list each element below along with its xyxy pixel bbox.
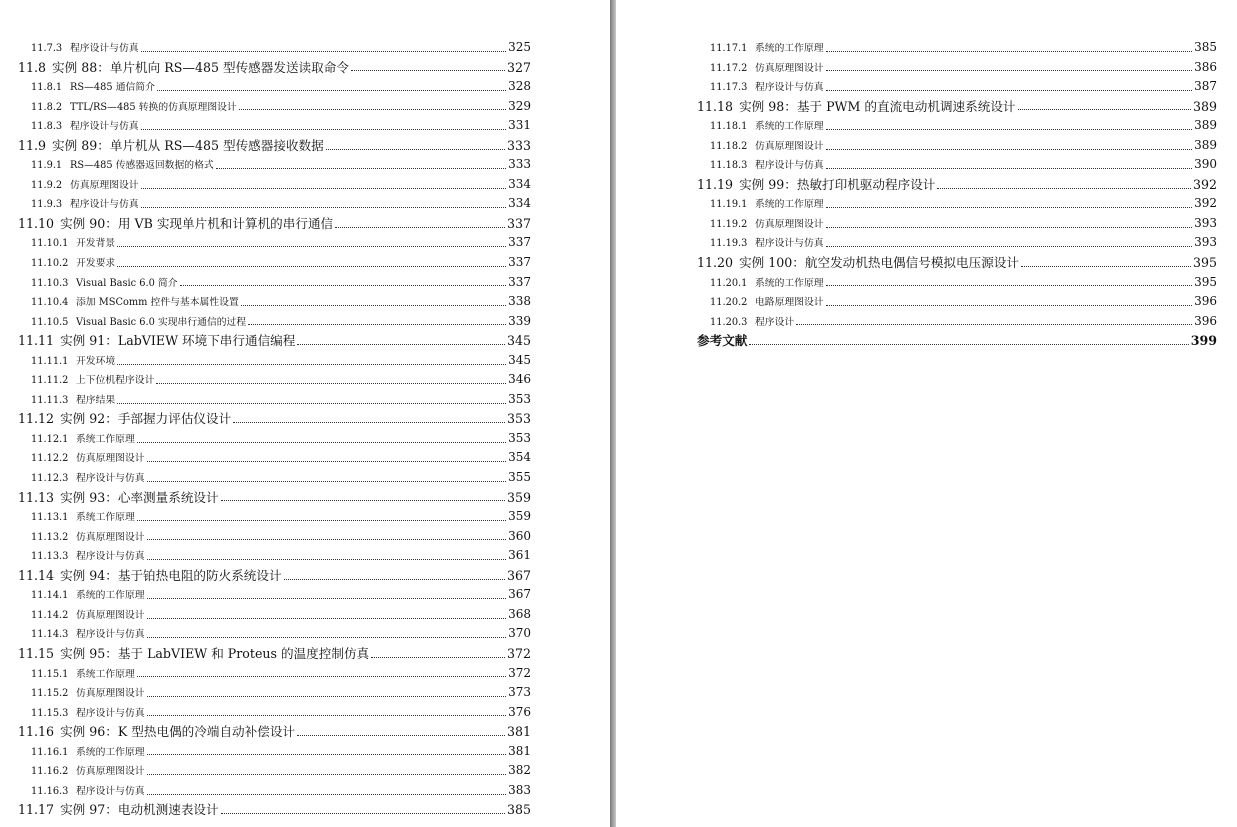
entry-number: 11.8.1: [31, 82, 63, 94]
page-number: 338: [508, 294, 531, 309]
dot-leader: [749, 335, 1188, 345]
dot-leader: [826, 81, 1193, 91]
entry-number: 11.10.3: [31, 277, 69, 289]
toc-subsection-entry: [18, 233, 531, 253]
page-number: 334: [508, 196, 531, 211]
entry-number: 11.9: [18, 137, 47, 153]
entry-title: 仿真原理图设计: [76, 609, 145, 621]
dot-leader: [826, 42, 1193, 52]
entry-number: 11.19.3: [710, 238, 748, 250]
page-number: 339: [508, 313, 531, 328]
entry-number: 11.8.3: [31, 121, 63, 133]
entry-title: 开发要求: [76, 258, 116, 270]
toc-subsection-entry: [18, 703, 531, 723]
page-number: 381: [508, 743, 531, 758]
entry-number: 11.15: [18, 645, 55, 661]
page-number: 372: [508, 665, 531, 680]
toc-subsection-entry: [697, 58, 1217, 78]
toc-subsection-entry: [18, 781, 531, 801]
toc-section-entry: [18, 214, 531, 234]
entry-title: 实例 96：K 型热电偶的冷端自动补偿设计: [60, 724, 296, 740]
entry-title: 系统的工作原理: [755, 199, 824, 211]
toc-section-entry: [18, 331, 531, 351]
entry-number: 11.14.3: [31, 629, 69, 641]
dot-leader: [284, 570, 505, 580]
entry-title: 电路原理图设计: [755, 297, 824, 309]
entry-number: 11.16.1: [31, 746, 69, 758]
page-number: 359: [508, 509, 531, 524]
page-number: 389: [1194, 137, 1217, 152]
dot-leader: [147, 765, 507, 775]
entry-title: 程序设计与仿真: [76, 473, 145, 485]
entry-title: 开发环境: [76, 355, 116, 367]
entry-title: Visual Basic 6.0 实现串行通信的过程: [76, 316, 247, 328]
entry-title: 程序设计与仿真: [76, 629, 145, 641]
page-number: 354: [508, 450, 531, 465]
entry-title: Visual Basic 6.0 简介: [76, 277, 178, 289]
toc-subsection-entry: [18, 312, 531, 332]
toc-subsection-entry: [18, 351, 531, 371]
entry-number: 11.18.3: [710, 160, 748, 172]
page-number: 399: [1190, 333, 1217, 349]
page-number: 389: [1192, 98, 1217, 114]
entry-number: 11.17.2: [710, 62, 748, 74]
entry-number: 11.10: [18, 215, 55, 231]
page-number: 383: [508, 782, 531, 797]
dot-leader: [137, 667, 506, 677]
toc-section-entry: [18, 409, 531, 429]
entry-number: 11.8.2: [31, 101, 63, 113]
page-number: 333: [508, 157, 531, 172]
entry-number: 11.15.1: [31, 668, 69, 680]
toc-section-entry: [697, 175, 1217, 195]
entry-title: 程序设计与仿真: [70, 43, 139, 54]
dot-leader: [371, 648, 505, 658]
toc-subsection-entry: [18, 292, 531, 312]
entry-title: 仿真原理图设计: [76, 766, 145, 778]
toc-subsection-entry: [18, 527, 531, 547]
entry-title: 实例 94：基于铂热电阻的防火系统设计: [60, 567, 282, 583]
page-number: 328: [508, 79, 531, 94]
entry-number: 11.14.2: [31, 609, 69, 621]
page-number: 393: [1194, 215, 1217, 230]
entry-title: 实例 97：电动机测速表设计: [60, 802, 219, 818]
page-number: 386: [1194, 59, 1217, 74]
page-number: 337: [508, 274, 531, 289]
page-number: 392: [1192, 176, 1217, 192]
page-number: 385: [1194, 40, 1217, 54]
entry-title: 实例 100：航空发动机热电偶信号模拟电压源设计: [739, 255, 1019, 271]
entry-number: 11.13: [18, 489, 55, 505]
dot-leader: [180, 276, 507, 286]
page-number: 367: [506, 567, 531, 583]
entry-title: 实例 93：心率测量系统设计: [60, 489, 219, 505]
entry-number: 11.17.3: [710, 82, 748, 94]
page-number: 381: [506, 724, 531, 740]
toc-section-entry: [697, 97, 1217, 117]
page-number: 331: [508, 118, 531, 133]
entry-number: 11.13.2: [31, 531, 69, 543]
entry-title: 实例 95：基于 LabVIEW 和 Proteus 的温度控制仿真: [60, 645, 370, 661]
toc-subsection-entry: [18, 175, 531, 195]
toc-subsection-entry: [18, 683, 531, 703]
dot-leader: [326, 140, 505, 150]
page-number: 346: [508, 372, 531, 387]
toc-subsection-entry: [697, 292, 1217, 312]
page-number: 337: [508, 255, 531, 270]
entry-title: 程序设计与仿真: [70, 199, 139, 211]
toc-section-entry: [18, 566, 531, 586]
entry-number: 11.11.3: [31, 394, 69, 406]
entry-number: 11.11.2: [31, 375, 69, 387]
page-number: 345: [506, 333, 531, 349]
dot-leader: [117, 237, 506, 247]
entry-number: 11.20.2: [710, 297, 748, 309]
page-number: 355: [508, 470, 531, 485]
dot-leader: [216, 159, 506, 169]
page-number: 395: [1192, 255, 1217, 271]
entry-number: 11.11.1: [31, 355, 69, 367]
entry-title: 程序设计: [755, 316, 795, 328]
toc-section-entry: [18, 800, 531, 820]
dot-leader: [239, 100, 506, 110]
entry-number: 11.15.3: [31, 707, 69, 719]
page-number: 361: [508, 548, 531, 563]
entry-title: 系统的工作原理: [755, 121, 824, 133]
toc-subsection-entry: [18, 97, 531, 117]
page-number: 360: [508, 528, 531, 543]
entry-number: 11.8: [18, 59, 47, 75]
entry-title: 系统工作原理: [76, 433, 135, 445]
dot-leader: [335, 218, 505, 228]
page-number: 390: [1194, 157, 1217, 172]
page-number: 392: [1194, 196, 1217, 211]
entry-number: 11.10.4: [31, 297, 69, 309]
dot-leader: [147, 589, 507, 599]
page-number: 372: [506, 645, 531, 661]
toc-subsection-entry: [18, 194, 531, 214]
entry-number: 11.11: [18, 333, 55, 349]
toc-subsection-entry: [18, 77, 531, 97]
toc-subsection-entry: [18, 38, 531, 58]
dot-leader: [1021, 257, 1191, 267]
entry-title: 仿真原理图设计: [76, 688, 145, 700]
dot-leader: [826, 120, 1193, 130]
toc-list-left: [18, 38, 531, 820]
entry-number: 11.19.2: [710, 218, 748, 230]
entry-number: 11.9.2: [31, 179, 63, 191]
entry-number: 11.10.2: [31, 258, 69, 270]
dot-leader: [147, 628, 507, 638]
page-number: 329: [508, 98, 531, 113]
toc-subsection-entry: [697, 194, 1217, 214]
toc-subsection-entry: [18, 155, 531, 175]
entry-title: 仿真原理图设计: [76, 531, 145, 543]
entry-title: 程序设计与仿真: [70, 121, 139, 133]
toc-subsection-entry: [18, 742, 531, 762]
entry-title: 系统工作原理: [76, 512, 135, 524]
toc-subsection-entry: [18, 468, 531, 488]
dot-leader: [826, 198, 1193, 208]
page-number: 395: [1194, 274, 1217, 289]
dot-leader: [141, 120, 507, 130]
page-number: 396: [1194, 313, 1217, 328]
entry-title: 仿真原理图设计: [755, 140, 824, 152]
toc-subsection-entry: [18, 253, 531, 273]
entry-number: 11.16: [18, 724, 55, 740]
dot-leader: [826, 61, 1193, 71]
entry-number: 11.14: [18, 567, 55, 583]
entry-title: 仿真原理图设计: [755, 218, 824, 230]
entry-title: RS—485 通信简介: [70, 82, 155, 94]
page-number: 368: [508, 606, 531, 621]
toc-subsection-entry: [697, 233, 1217, 253]
entry-title: TTL/RS—485 转换的仿真原理图设计: [70, 101, 237, 113]
dot-leader: [221, 491, 505, 501]
dot-leader: [117, 257, 506, 267]
toc-section-entry: [18, 136, 531, 156]
entry-number: 11.16.3: [31, 785, 69, 797]
toc-section-entry: [18, 722, 531, 742]
dot-leader: [147, 452, 507, 462]
page-number: 385: [506, 802, 531, 818]
entry-title: 实例 98：基于 PWM 的直流电动机调速系统设计: [739, 98, 1016, 114]
entry-number: 11.20.3: [710, 316, 748, 328]
entry-title: 实例 91：LabVIEW 环境下串行通信编程: [60, 333, 296, 349]
toc-subsection-entry: [18, 664, 531, 684]
dot-leader: [117, 355, 506, 365]
dot-leader: [826, 296, 1193, 306]
entry-title: 实例 89：单片机从 RS—485 型传感器接收数据: [52, 137, 324, 153]
toc-subsection-entry: [697, 312, 1217, 332]
dot-leader: [147, 530, 507, 540]
entry-title: 系统的工作原理: [755, 43, 824, 54]
dot-leader: [826, 276, 1193, 286]
dot-leader: [796, 315, 1192, 325]
entry-title: 系统工作原理: [76, 668, 135, 680]
entry-number: 11.12: [18, 411, 55, 427]
dot-leader: [141, 179, 507, 189]
page-number: 353: [508, 391, 531, 406]
entry-title: 系统的工作原理: [755, 277, 824, 289]
dot-leader: [147, 550, 507, 560]
entry-number: 11.16.2: [31, 766, 69, 778]
page-number: 359: [506, 489, 531, 505]
entry-title: 程序设计与仿真: [76, 785, 145, 797]
page-number: 387: [1194, 79, 1217, 94]
page-number: 334: [508, 176, 531, 191]
entry-title: 实例 99：热敏打印机驱动程序设计: [739, 176, 936, 192]
entry-title: 程序设计与仿真: [76, 707, 145, 719]
entry-number: 11.20.1: [710, 277, 748, 289]
page-number: 337: [508, 235, 531, 250]
entry-number: 11.14.1: [31, 590, 69, 602]
toc-subsection-entry: [18, 429, 531, 449]
toc-section-entry: [18, 488, 531, 508]
entry-number: 11.15.2: [31, 688, 69, 700]
dot-leader: [826, 159, 1193, 169]
entry-title: 开发背景: [76, 238, 116, 250]
dot-leader: [937, 179, 1191, 189]
dot-leader: [147, 687, 507, 697]
page-number: 327: [506, 59, 531, 75]
dot-leader: [351, 61, 505, 71]
toc-subsection-entry: [697, 116, 1217, 136]
dot-leader: [137, 433, 506, 443]
toc-section-entry: [697, 253, 1217, 273]
toc-subsection-entry: [18, 585, 531, 605]
toc-subsection-entry: [697, 214, 1217, 234]
dot-leader: [147, 706, 507, 716]
toc-subsection-entry: [18, 116, 531, 136]
entry-number: 11.13.1: [31, 512, 69, 524]
entry-title: 程序设计与仿真: [755, 82, 824, 94]
page-number: 373: [508, 685, 531, 700]
dot-leader: [147, 472, 507, 482]
entry-title: 系统的工作原理: [76, 746, 145, 758]
entry-title: 实例 88：单片机向 RS—485 型传感器发送读取命令: [52, 59, 349, 75]
entry-title: 系统的工作原理: [76, 590, 145, 602]
toc-subsection-entry: [697, 273, 1217, 293]
dot-leader: [241, 296, 506, 306]
page-number: 367: [508, 587, 531, 602]
toc-subsection-entry: [18, 273, 531, 293]
dot-leader: [221, 804, 505, 814]
entry-number: 11.10.1: [31, 238, 69, 250]
toc-subsection-entry: [697, 38, 1217, 58]
page-number: 337: [506, 215, 531, 231]
entry-title: 程序设计与仿真: [755, 238, 824, 250]
toc-subsection-entry: [697, 136, 1217, 156]
toc-subsection-entry: [18, 761, 531, 781]
toc-list-right: [697, 38, 1217, 351]
entry-number: 11.9.3: [31, 199, 63, 211]
entry-number: 11.18: [697, 98, 734, 114]
entry-number: 11.12.2: [31, 453, 69, 465]
dot-leader: [826, 237, 1193, 247]
dot-leader: [297, 726, 505, 736]
toc-subsection-entry: [18, 448, 531, 468]
toc-subsection-entry: [18, 605, 531, 625]
dot-leader: [137, 511, 506, 521]
toc-subsection-entry: [18, 370, 531, 390]
entry-number: 11.17.1: [710, 43, 748, 54]
page-number: 382: [508, 763, 531, 778]
entry-number: 11.19: [697, 176, 734, 192]
left-page: [0, 0, 610, 827]
entry-title: 上下位机程序设计: [76, 375, 155, 387]
entry-title: 仿真原理图设计: [70, 179, 139, 191]
dot-leader: [147, 609, 507, 619]
toc-subsection-entry: [697, 77, 1217, 97]
entry-number: 11.18.2: [710, 140, 748, 152]
toc-subsection-entry: [18, 624, 531, 644]
entry-title: 添加 MSComm 控件与基本属性设置: [76, 297, 239, 309]
entry-number: 11.19.1: [710, 199, 748, 211]
dot-leader: [141, 42, 507, 52]
entry-title: 参考文献: [697, 333, 748, 349]
entry-title: 程序结果: [76, 394, 116, 406]
dot-leader: [248, 315, 506, 325]
page-number: 376: [508, 704, 531, 719]
entry-number: 11.12.1: [31, 433, 69, 445]
entry-number: 11.13.3: [31, 551, 69, 563]
toc-references-entry: [697, 331, 1217, 351]
page-number: 353: [508, 430, 531, 445]
entry-number: 11.10.5: [31, 316, 69, 328]
entry-number: 11.7.3: [31, 43, 63, 54]
dot-leader: [157, 81, 506, 91]
toc-subsection-entry: [697, 155, 1217, 175]
dot-leader: [233, 413, 505, 423]
dot-leader: [147, 745, 507, 755]
page-number: 389: [1194, 118, 1217, 133]
entry-title: 程序设计与仿真: [76, 551, 145, 563]
entry-number: 11.18.1: [710, 121, 748, 133]
dot-leader: [117, 394, 506, 404]
right-page: [616, 0, 1237, 827]
entry-title: 仿真原理图设计: [755, 62, 824, 74]
page-number: 333: [506, 137, 531, 153]
page-number: 353: [506, 411, 531, 427]
page-number: 396: [1194, 294, 1217, 309]
toc-section-entry: [18, 644, 531, 664]
entry-number: 11.17: [18, 802, 55, 818]
dot-leader: [826, 140, 1193, 150]
page-number: 370: [508, 626, 531, 641]
dot-leader: [1018, 100, 1191, 110]
toc-subsection-entry: [18, 390, 531, 410]
page-number: 393: [1194, 235, 1217, 250]
toc-subsection-entry: [18, 507, 531, 527]
entry-title: RS—485 传感器返回数据的格式: [70, 160, 214, 172]
page-number: 325: [508, 40, 531, 54]
entry-number: 11.20: [697, 255, 734, 271]
entry-title: 仿真原理图设计: [76, 453, 145, 465]
entry-title: 实例 92：手部握力评估仪设计: [60, 411, 232, 427]
toc-section-entry: [18, 58, 531, 78]
entry-title: 程序设计与仿真: [755, 160, 824, 172]
dot-leader: [147, 785, 507, 795]
entry-title: 实例 90：用 VB 实现单片机和计算机的串行通信: [60, 215, 334, 231]
dot-leader: [156, 374, 506, 384]
entry-number: 11.9.1: [31, 160, 63, 172]
page-number: 345: [508, 352, 531, 367]
entry-number: 11.12.3: [31, 473, 69, 485]
dot-leader: [826, 218, 1193, 228]
dot-leader: [297, 335, 505, 345]
dot-leader: [141, 198, 507, 208]
toc-subsection-entry: [18, 546, 531, 566]
